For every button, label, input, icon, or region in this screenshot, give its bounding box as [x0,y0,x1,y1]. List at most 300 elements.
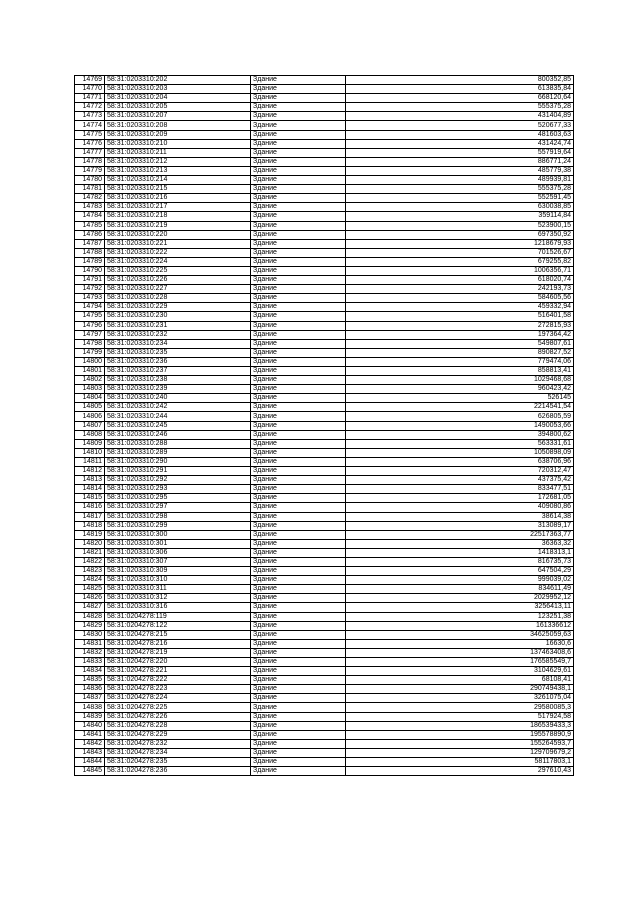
table-row [75,276,574,285]
row-number: 14797 [75,330,105,339]
cadastral-value: 517924,58 [346,712,574,721]
cadastral-value: 800352,85 [346,76,574,85]
row-number: 14789 [75,257,105,266]
table-row [75,348,574,357]
row-number: 14792 [75,285,105,294]
cadastral-value: 197364,42 [346,330,574,339]
registry-table [74,75,574,776]
cadastral-number: 58:31:0204278:215 [105,630,251,639]
table-row [75,639,574,648]
cadastral-value: 618020,74 [346,276,574,285]
row-number: 14781 [75,185,105,194]
row-number: 14778 [75,157,105,166]
cadastral-value: 459332,94 [346,303,574,312]
object-type: Здание [251,430,346,439]
table-row [75,576,574,585]
cadastral-number: 58:31:0203310:212 [105,157,251,166]
object-type: Здание [251,330,346,339]
object-type: Здание [251,521,346,530]
row-number: 14833 [75,658,105,667]
cadastral-value: 549807,61 [346,339,574,348]
cadastral-number: 58:31:0203310:220 [105,230,251,239]
row-number: 14837 [75,694,105,703]
object-type: Здание [251,421,346,430]
cadastral-value: 161336612 [346,621,574,630]
row-number: 14787 [75,239,105,248]
table-row [75,239,574,248]
row-number: 14779 [75,166,105,175]
table-row [75,630,574,639]
table-row [75,421,574,430]
cadastral-value: 552591,45 [346,194,574,203]
table-row [75,667,574,676]
row-number: 14790 [75,266,105,275]
table-row [75,703,574,712]
cadastral-number: 58:31:0203310:237 [105,367,251,376]
cadastral-value: 1490053,66 [346,421,574,430]
cadastral-value: 834611,49 [346,585,574,594]
cadastral-value: 816735,73 [346,557,574,566]
table-row [75,503,574,512]
table-row [75,76,574,85]
cadastral-number: 58:31:0203310:231 [105,321,251,330]
cadastral-value: 431404,89 [346,112,574,121]
object-type: Здание [251,448,346,457]
cadastral-value: 272815,93 [346,321,574,330]
table-row [75,385,574,394]
cadastral-number: 58:31:0203310:207 [105,112,251,121]
cadastral-value: 779474,06 [346,357,574,366]
table-row [75,85,574,94]
table-row [75,121,574,130]
cadastral-number: 58:31:0203310:225 [105,266,251,275]
cadastral-value: 409080,86 [346,503,574,512]
object-type: Здание [251,257,346,266]
table-row [75,376,574,385]
cadastral-value: 394800,62 [346,430,574,439]
cadastral-value: 638706,96 [346,457,574,466]
cadastral-number: 58:31:0203310:293 [105,485,251,494]
cadastral-number: 58:31:0203310:312 [105,594,251,603]
table-row [75,494,574,503]
object-type: Здание [251,357,346,366]
cadastral-number: 58:31:0203310:310 [105,576,251,585]
cadastral-value: 720312,47 [346,467,574,476]
table-row [75,166,574,175]
cadastral-value: 2029952,12 [346,594,574,603]
row-number: 14806 [75,412,105,421]
cadastral-number: 58:31:0204278:222 [105,676,251,685]
table-row [75,767,574,776]
table-row [75,403,574,412]
cadastral-value: 481603,63 [346,130,574,139]
object-type: Здание [251,667,346,676]
cadastral-number: 58:31:0204278:220 [105,658,251,667]
table-row [75,394,574,403]
object-type: Здание [251,594,346,603]
table-row [75,148,574,157]
cadastral-value: 630038,85 [346,203,574,212]
table-row [75,157,574,166]
cadastral-number: 58:31:0203310:221 [105,239,251,248]
cadastral-value: 176585549,7 [346,658,574,667]
object-type: Здание [251,112,346,121]
object-type: Здание [251,248,346,257]
cadastral-value: 584605,56 [346,294,574,303]
cadastral-value: 960423,42 [346,385,574,394]
cadastral-number: 58:31:0203310:244 [105,412,251,421]
object-type: Здание [251,512,346,521]
row-number: 14812 [75,467,105,476]
cadastral-value: 297610,43 [346,767,574,776]
cadastral-value: 485779,38 [346,166,574,175]
row-number: 14770 [75,85,105,94]
table-row [75,730,574,739]
row-number: 14813 [75,476,105,485]
object-type: Здание [251,439,346,448]
object-type: Здание [251,758,346,767]
cadastral-value: 999039,02 [346,576,574,585]
table-row [75,248,574,257]
cadastral-number: 58:31:0203310:222 [105,248,251,257]
table-row [75,212,574,221]
row-number: 14830 [75,630,105,639]
object-type: Здание [251,239,346,248]
cadastral-value: 523900,15 [346,221,574,230]
cadastral-number: 58:31:0203310:301 [105,539,251,548]
cadastral-value: 242193,73 [346,285,574,294]
table-row [75,712,574,721]
cadastral-value: 22517363,77 [346,530,574,539]
table-row [75,112,574,121]
object-type: Здание [251,403,346,412]
cadastral-number: 58:31:0204278:236 [105,767,251,776]
object-type: Здание [251,676,346,685]
cadastral-value: 1218679,93 [346,239,574,248]
row-number: 14843 [75,748,105,757]
object-type: Здание [251,467,346,476]
table-row [75,612,574,621]
row-number: 14784 [75,212,105,221]
table-row [75,567,574,576]
object-type: Здание [251,639,346,648]
object-type: Здание [251,203,346,212]
cadastral-value: 890827,52 [346,348,574,357]
object-type: Здание [251,548,346,557]
row-number: 14774 [75,121,105,130]
table-row [75,412,574,421]
cadastral-number: 58:31:0203310:246 [105,430,251,439]
row-number: 14842 [75,739,105,748]
table-row [75,758,574,767]
cadastral-number: 58:31:0203310:295 [105,494,251,503]
cadastral-number: 58:31:0203310:242 [105,403,251,412]
cadastral-value: 16630,6 [346,639,574,648]
cadastral-number: 58:31:0204278:226 [105,712,251,721]
table-row [75,203,574,212]
object-type: Здание [251,767,346,776]
row-number: 14798 [75,339,105,348]
table-row [75,176,574,185]
object-type: Здание [251,557,346,566]
object-type: Здание [251,94,346,103]
row-number: 14832 [75,648,105,657]
cadastral-number: 58:31:0204278:228 [105,721,251,730]
cadastral-value: 68108,41 [346,676,574,685]
cadastral-number: 58:31:0203310:204 [105,94,251,103]
row-number: 14844 [75,758,105,767]
cadastral-value: 516401,58 [346,312,574,321]
cadastral-number: 58:31:0203310:213 [105,166,251,175]
object-type: Здание [251,348,346,357]
cadastral-number: 58:31:0204278:229 [105,730,251,739]
row-number: 14795 [75,312,105,321]
object-type: Здание [251,212,346,221]
cadastral-value: 858813,41 [346,367,574,376]
cadastral-value: 697350,92 [346,230,574,239]
row-number: 14840 [75,721,105,730]
table-row [75,221,574,230]
table-row [75,557,574,566]
cadastral-number: 58:31:0203310:227 [105,285,251,294]
table-row [75,330,574,339]
cadastral-number: 58:31:0203310:210 [105,139,251,148]
table-row [75,312,574,321]
cadastral-value: 313089,17 [346,521,574,530]
cadastral-number: 58:31:0203310:218 [105,212,251,221]
cadastral-value: 437375,42 [346,476,574,485]
object-type: Здание [251,685,346,694]
row-number: 14820 [75,539,105,548]
cadastral-value: 489939,81 [346,176,574,185]
cadastral-value: 359114,84 [346,212,574,221]
object-type: Здание [251,748,346,757]
table-row [75,285,574,294]
cadastral-number: 58:31:0203310:306 [105,548,251,557]
cadastral-number: 58:31:0203310:292 [105,476,251,485]
row-number: 14822 [75,557,105,566]
row-number: 14841 [75,730,105,739]
cadastral-number: 58:31:0203310:226 [105,276,251,285]
row-number: 14836 [75,685,105,694]
object-type: Здание [251,530,346,539]
cadastral-value: 155264593,7 [346,739,574,748]
cadastral-number: 58:31:0203310:240 [105,394,251,403]
cadastral-number: 58:31:0203310:291 [105,467,251,476]
cadastral-value: 1029468,68 [346,376,574,385]
row-number: 14791 [75,276,105,285]
table-row [75,357,574,366]
row-number: 14775 [75,130,105,139]
row-number: 14838 [75,703,105,712]
object-type: Здание [251,339,346,348]
row-number: 14818 [75,521,105,530]
row-number: 14801 [75,367,105,376]
cadastral-number: 58:31:0203310:203 [105,85,251,94]
cadastral-number: 58:31:0204278:119 [105,612,251,621]
row-number: 14783 [75,203,105,212]
row-number: 14788 [75,248,105,257]
table-row [75,694,574,703]
table-row [75,457,574,466]
row-number: 14773 [75,112,105,121]
cadastral-value: 290749438,1 [346,685,574,694]
row-number: 14819 [75,530,105,539]
object-type: Здание [251,412,346,421]
object-type: Здание [251,276,346,285]
object-type: Здание [251,312,346,321]
row-number: 14821 [75,548,105,557]
cadastral-value: 557919,64 [346,148,574,157]
cadastral-number: 58:31:0203310:232 [105,330,251,339]
object-type: Здание [251,503,346,512]
object-type: Здание [251,730,346,739]
row-number: 14782 [75,194,105,203]
table-row [75,303,574,312]
cadastral-number: 58:31:0204278:225 [105,703,251,712]
cadastral-number: 58:31:0203310:208 [105,121,251,130]
row-number: 14805 [75,403,105,412]
cadastral-number: 58:31:0203310:316 [105,603,251,612]
object-type: Здание [251,321,346,330]
cadastral-number: 58:31:0203310:205 [105,103,251,112]
row-number: 14796 [75,321,105,330]
object-type: Здание [251,139,346,148]
row-number: 14776 [75,139,105,148]
object-type: Здание [251,148,346,157]
cadastral-value: 563331,61 [346,439,574,448]
cadastral-value: 526145 [346,394,574,403]
object-type: Здание [251,121,346,130]
cadastral-number: 58:31:0203310:219 [105,221,251,230]
cadastral-value: 668120,64 [346,94,574,103]
cadastral-number: 58:31:0204278:232 [105,739,251,748]
cadastral-number: 58:31:0203310:309 [105,567,251,576]
row-number: 14815 [75,494,105,503]
table-row [75,339,574,348]
row-number: 14834 [75,667,105,676]
object-type: Здание [251,266,346,275]
cadastral-number: 58:31:0204278:221 [105,667,251,676]
object-type: Здание [251,539,346,548]
cadastral-number: 58:31:0203310:211 [105,148,251,157]
row-number: 14831 [75,639,105,648]
cadastral-value: 3256413,11 [346,603,574,612]
table-row [75,230,574,239]
table-row [75,512,574,521]
row-number: 14824 [75,576,105,585]
cadastral-value: 2214541,54 [346,403,574,412]
table-row [75,594,574,603]
row-number: 14835 [75,676,105,685]
object-type: Здание [251,194,346,203]
row-number: 14807 [75,421,105,430]
object-type: Здание [251,230,346,239]
object-type: Здание [251,576,346,585]
row-number: 14828 [75,612,105,621]
cadastral-value: 34625059,63 [346,630,574,639]
table-row [75,294,574,303]
object-type: Здание [251,85,346,94]
table-row [75,530,574,539]
row-number: 14808 [75,430,105,439]
row-number: 14839 [75,712,105,721]
object-type: Здание [251,476,346,485]
cadastral-number: 58:31:0204278:223 [105,685,251,694]
row-number: 14800 [75,357,105,366]
object-type: Здание [251,376,346,385]
cadastral-number: 58:31:0203310:311 [105,585,251,594]
cadastral-number: 58:31:0203310:298 [105,512,251,521]
row-number: 14785 [75,221,105,230]
cadastral-number: 58:31:0203310:235 [105,348,251,357]
row-number: 14793 [75,294,105,303]
object-type: Здание [251,612,346,621]
cadastral-value: 626805,59 [346,412,574,421]
table-row [75,266,574,275]
cadastral-value: 555375,28 [346,185,574,194]
object-type: Здание [251,157,346,166]
cadastral-value: 38614,38 [346,512,574,521]
row-number: 14829 [75,621,105,630]
table-row [75,648,574,657]
object-type: Здание [251,739,346,748]
row-number: 14769 [75,76,105,85]
table-row [75,721,574,730]
table-row [75,739,574,748]
cadastral-value: 129709679,2 [346,748,574,757]
cadastral-value: 29580085,3 [346,703,574,712]
row-number: 14780 [75,176,105,185]
cadastral-number: 58:31:0203310:224 [105,257,251,266]
object-type: Здание [251,166,346,175]
table-row [75,185,574,194]
cadastral-value: 431424,74 [346,139,574,148]
object-type: Здание [251,221,346,230]
object-type: Здание [251,385,346,394]
object-type: Здание [251,103,346,112]
row-number: 14802 [75,376,105,385]
object-type: Здание [251,303,346,312]
row-number: 14794 [75,303,105,312]
object-type: Здание [251,585,346,594]
cadastral-value: 520677,33 [346,121,574,130]
cadastral-value: 172681,05 [346,494,574,503]
object-type: Здание [251,76,346,85]
cadastral-number: 58:31:0204278:224 [105,694,251,703]
table-row [75,476,574,485]
row-number: 14804 [75,394,105,403]
row-number: 14809 [75,439,105,448]
cadastral-number: 58:31:0203310:202 [105,76,251,85]
cadastral-number: 58:31:0204278:235 [105,758,251,767]
row-number: 14827 [75,603,105,612]
object-type: Здание [251,703,346,712]
cadastral-value: 886771,24 [346,157,574,166]
object-type: Здание [251,567,346,576]
table-row [75,621,574,630]
table-row [75,521,574,530]
object-type: Здание [251,494,346,503]
row-number: 14771 [75,94,105,103]
table-row [75,539,574,548]
row-number: 14786 [75,230,105,239]
table-row [75,603,574,612]
cadastral-value: 3261075,04 [346,694,574,703]
object-type: Здание [251,694,346,703]
row-number: 14823 [75,567,105,576]
table-row [75,548,574,557]
